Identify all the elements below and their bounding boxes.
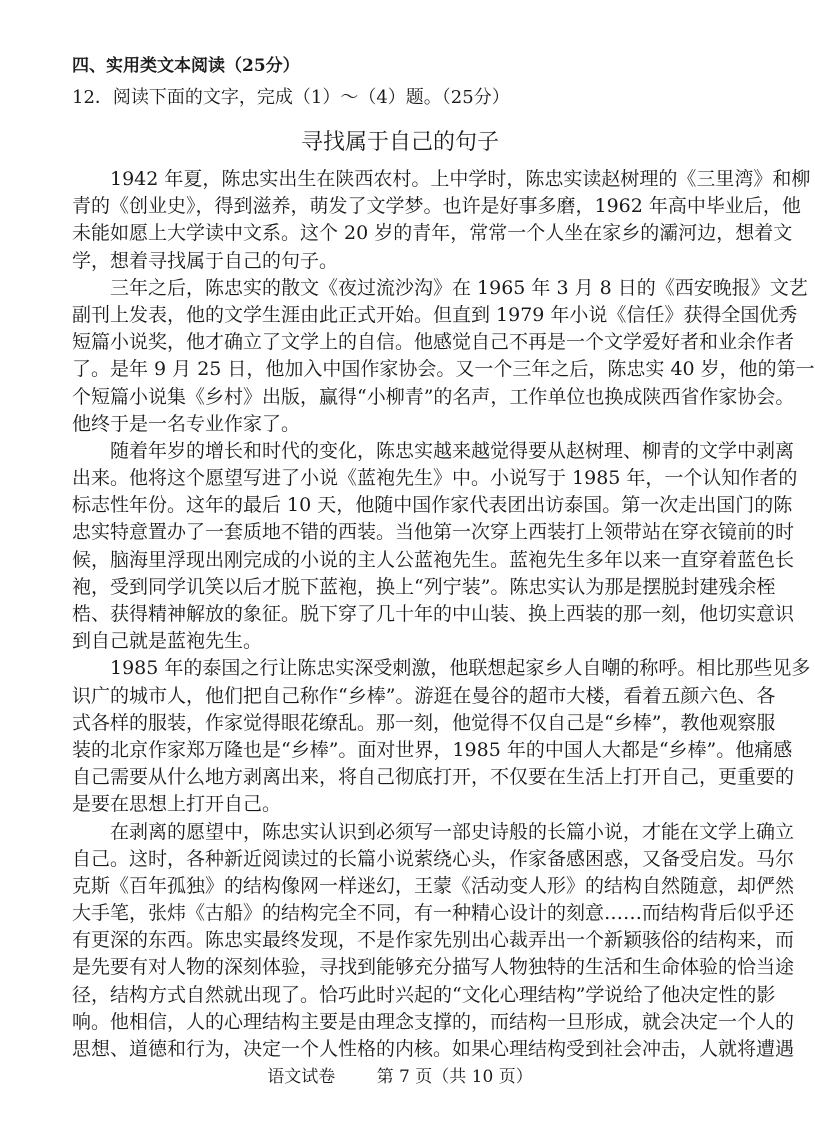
text-line: 标志性年份。这年的最后 10 天，他随中国作家代表团出访泰国。第一次走出国门的陈 bbox=[72, 494, 793, 517]
paragraph bbox=[72, 819, 795, 1064]
text-line: 副刊上发表，他的文学生涯由此正式开始。但直到 1979 年小说《信任》获得全国优秀 bbox=[72, 303, 798, 326]
text-line: 学，想着寻找属于自己的句子。 bbox=[72, 249, 339, 272]
paragraph bbox=[72, 166, 811, 275]
text-line: 了。是年 9 月 25 日，他加入中国作家协会。又一个三年之后，陈忠实 40 岁，他的第一 bbox=[72, 358, 815, 381]
question-prompt: 12．阅读下面的文字，完成（1）～（4）题。（25分） bbox=[72, 87, 510, 108]
text-line: 出来。他将这个愿望写进了小说《蓝袍先生》中。小说写于 1985 年，一个认知作者的 bbox=[72, 467, 798, 490]
text-line: 1942 年夏，陈忠实出生在陕西农村。上中学时，陈忠实读赵树理的《三里湾》和柳 bbox=[110, 168, 811, 190]
text-line: 随着年岁的增长和时代的变化，陈忠实越来越觉得要从赵树理、柳青的文学中剥离 bbox=[110, 439, 795, 462]
text-line: 响。他相信，人的心理结构主要是由理念支撑的，而结构一旦形成，就会决定一个人的 bbox=[72, 1010, 795, 1033]
text-line: 袍，受到同学讥笑以后才脱下蓝袍，换上“列宁装”。陈忠实认为那是摆脱封建残余桎 bbox=[72, 575, 776, 598]
text-line: 有更深的东西。陈忠实最终发现，不是作家先别出心裁弄出一个新颖骇俗的结构来，而 bbox=[72, 929, 795, 952]
text-line: 青的《创业史》，得到滋养，萌发了文学梦。也许是好事多磨，1962 年高中毕业后，他 bbox=[72, 195, 801, 218]
text-line: 是要在思想上打开自己。 bbox=[72, 793, 282, 816]
text-line: 短篇小说奖，他才确立了文学上的自信。他感觉自己不再是一个文学爱好者和业余作者 bbox=[72, 331, 795, 354]
text-line: 未能如愿上大学读中文系。这个 20 岁的青年，常常一个人坐在家乡的灞河边，想着文 bbox=[72, 222, 793, 245]
footer-page-number: 第 7 页（共 10 页） bbox=[376, 1067, 533, 1087]
text-line: 在剥离的愿望中，陈忠实认识到必须写一部史诗般的长篇小说，才能在文学上确立 bbox=[110, 820, 795, 843]
text-line: 思想、道德和行为，决定一个人性格的内核。如果心理结构受到社会冲击，人就将遭遇 bbox=[72, 1038, 795, 1060]
text-line: 梏、获得精神解放的象征。脱下穿了几十年的中山装、换上西装的那一刻，他切实意识 bbox=[72, 603, 795, 625]
article-body bbox=[72, 166, 815, 1063]
text-line: 克斯《百年孤独》的结构像网一样迷幻，王蒙《活动变人形》的结构自然随意，却俨然 bbox=[72, 874, 795, 897]
section-heading: 四、实用类文本阅读（25分） bbox=[72, 56, 300, 76]
text-line: 大手笔，张炜《古船》的结构完全不同，有一种精心设计的刻意……而结构背后似乎还 bbox=[72, 902, 795, 925]
text-line: 1985 年的泰国之行让陈忠实深受刺激，他联想起家乡人自嘲的称呼。相比那些见多 bbox=[110, 657, 811, 680]
footer-subject: 语文试卷 bbox=[267, 1067, 336, 1087]
text-line: 装的北京作家郑万隆也是“乡棒”。面对世界，1985 年的中国人大都是“乡棒”。他痛感 bbox=[72, 738, 793, 761]
article-title: 寻找属于自己的句子 bbox=[300, 130, 499, 155]
text-line: 自己需要从什么地方剥离出来，将自己彻底打开，不仅要在生活上打开自己，更重要的 bbox=[72, 766, 795, 789]
text-line: 忠实特意置办了一套质地不错的西装。当他第一次穿上西装打上领带站在穿衣镜前的时 bbox=[72, 521, 795, 544]
text-line: 径，结构方式自然就出现了。恰巧此时兴起的“文化心理结构”学说给了他决定性的影 bbox=[72, 983, 776, 1006]
text-line: 是先要有对人物的深刻体验，寻找到能够充分描写人物独特的生活和生命体验的恰当途 bbox=[72, 956, 795, 979]
text-line: 三年之后，陈忠实的散文《夜过流沙沟》在 1965 年 3 月 8 日的《西安晚报》文艺 bbox=[110, 276, 808, 299]
text-line: 候，脑海里浮现出刚完成的小说的主人公蓝袍先生。蓝袍先生多年以来一直穿着蓝色长 bbox=[72, 548, 795, 571]
text-line: 到自己就是蓝袍先生。 bbox=[72, 630, 263, 653]
paragraph bbox=[72, 275, 815, 438]
paragraph bbox=[72, 655, 811, 818]
text-line: 式各样的服装，作家觉得眼花缭乱。那一刻，他觉得不仅自己是“乡棒”，教他观察服 bbox=[72, 711, 776, 734]
text-line: 他终于是一名专业作家了。 bbox=[72, 412, 301, 435]
paragraph bbox=[72, 438, 798, 656]
text-line: 个短篇小说集《乡村》出版，赢得“小柳青”的名声，工作单位也换成陕西省作家协会。 bbox=[72, 385, 795, 408]
text-line: 自己。这时，各种新近阅读过的长篇小说萦绕心头，作家备感困惑，又备受启发。马尔 bbox=[72, 847, 795, 870]
text-line: 识广的城市人，他们把自己称作“乡棒”。游逛在曼谷的超市大楼，看着五颜六色、各 bbox=[72, 684, 776, 707]
page-footer bbox=[0, 1066, 800, 1088]
